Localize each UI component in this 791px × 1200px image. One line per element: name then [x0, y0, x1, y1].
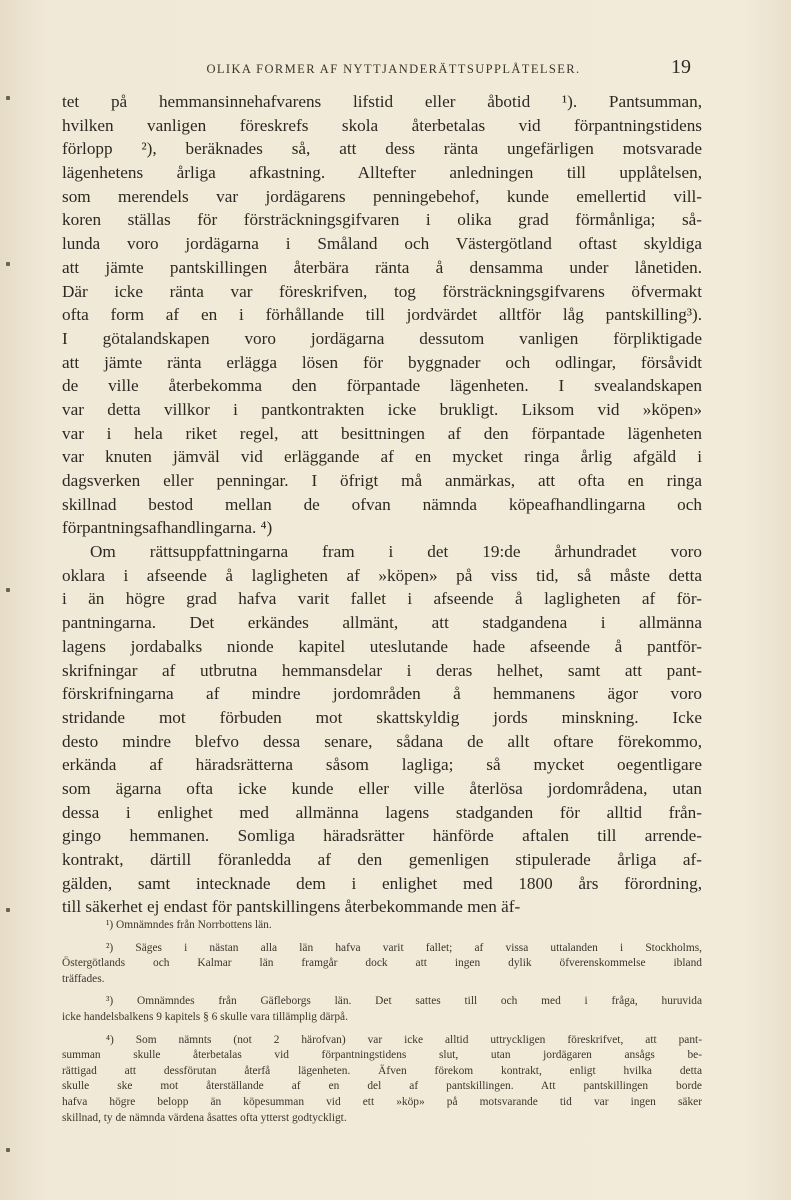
text-line: skrifningar af utbrutna hemmansdelar i deras helhet, samt att pant-	[62, 660, 702, 680]
text-line: erkända af häradsrätterna såsom lagliga; så mycket oegentligare	[62, 755, 702, 775]
footnote-line: Östergötlands och Kalmar län framgår dock att ingen dylik öfverenskommelse ibland	[62, 957, 702, 970]
text-line: var knuten jämväl vid erläggande af en mycket ringa årlig afgäld i	[62, 447, 702, 467]
footnote-line: ¹) Omnämndes från Norrbottens län.	[106, 919, 272, 931]
footnote-line: ³) Omnämndes från Gäfleborgs län. Det sattes till och med i fråga, huruvida	[106, 995, 702, 1008]
footnote-line: icke handelsbalkens 9 kapitels § 6 skulle vara tillämplig därpå.	[62, 1010, 348, 1023]
text-line: Där icke ränta var föreskrifven, tog försträckningsgifvarens öfvermakt	[62, 281, 702, 301]
page-number: 19	[671, 56, 691, 78]
text-line: till säkerhet ej endast för pantskillingens återbekommande men äf-	[62, 897, 521, 917]
text-line: lägenhetens årliga afkastning. Alltefter anledningen till upplåtelsen,	[62, 163, 702, 183]
text-line: kontrakt, därtill föranledda af den gemenligen stipulerade årliga af-	[62, 850, 702, 869]
text-line: desto mindre blefvo dessa senare, sådana de allt oftare förekommo,	[62, 731, 702, 751]
text-line: lagens jordabalks nionde kapitel uteslutande hade afseende å pantför-	[62, 636, 702, 656]
text-line: dagsverken eller penningar. I öfrigt må anmärkas, att ofta en ringa	[62, 471, 702, 490]
text-line: förpantningsafhandlingarna. ⁴)	[62, 518, 273, 538]
footnote	[62, 994, 702, 1025]
text-line: ofta form af en i förhållande till jordvärdet alltför låg pantskilling³).	[62, 305, 702, 325]
footnote-line: ⁴) Som nämnts (not 2 härofvan) var icke alltid uttryckligen föreskrifvet, att pant-	[106, 1033, 702, 1046]
page-header	[96, 56, 691, 84]
footnote-gap	[62, 934, 702, 941]
text-line: Om rättsuppfattningarna fram i det 19:de århundradet voro	[90, 542, 702, 562]
text-line: lunda voro jordägarna i Småland och Västergötland oftast skyldiga	[62, 234, 702, 254]
footnote-line: hafva högre belopp än köpesumman vid ett »köp» på motsvarande tid var ingen säker	[62, 1095, 702, 1108]
footnote-gap	[62, 987, 702, 994]
footnote-line: skillnad, ty de nämnda värdena åsattes ofta ytterst godtyckligt.	[62, 1111, 347, 1124]
text-line: att jämte ränta erlägga lösen för byggnader och odlingar, försåvidt	[62, 352, 702, 372]
text-line: var i hela riket regel, att besittningen af den förpantade lägenheten	[62, 423, 702, 443]
footnote-line: ²) Säges i nästan alla län hafva varit fallet; af vissa uttalanden i Stockholms,	[106, 941, 702, 954]
text-line: I götalandskapen voro jordägarna dessutom vanligen förpliktigade	[62, 328, 702, 348]
footnote-line: träffades.	[62, 972, 105, 985]
text-line: som ägarna ofta icke kunde eller ville återlösa jordområdena, utan	[62, 778, 702, 798]
footnote	[62, 941, 702, 988]
text-line: oklara i afseende å lagligheten af »köpen» på viss tid, så måste detta	[62, 565, 702, 585]
text-line: som merendels var jordägarens penningebehof, kunde emellertid vill-	[62, 186, 702, 206]
text-line: dessa i enlighet med allmänna lagens stadganden för alltid från-	[62, 802, 702, 822]
margin-mark	[6, 908, 10, 912]
footnote	[62, 1033, 702, 1127]
text-line: att jämte pantskillingen återbära ränta å densamma under lånetiden.	[62, 257, 702, 277]
text-line: tet på hemmansinnehafvarens lifstid eller åbotid ¹). Pantsumman,	[62, 92, 702, 111]
text-line: i än högre grad hafva varit fallet i afseende å lagligheten af för-	[62, 589, 702, 609]
text-line: förlopp ²), beräknades så, att dess ränta ungefärligen motsvarade	[62, 139, 702, 159]
footnote-line: summan skulle återbetalas vid förpantningstidens slut, utan jordägaren ansågs be-	[62, 1049, 702, 1062]
text-line: var detta villkor i pantkontrakten icke brukligt. Liksom vid »köpen»	[62, 399, 702, 419]
margin-mark	[6, 96, 10, 100]
text-line: hvilken vanligen föreskrefs skola återbetalas vid förpantningstidens	[62, 115, 702, 135]
footnote-gap	[62, 1026, 702, 1033]
text-line: skillnad bestod mellan de ofvan nämnda köpeafhandlingarna och	[62, 494, 702, 514]
footnote	[62, 918, 702, 934]
footnote-line: rättigad att dessförutan återfå lägenheten. Äfven förekom kontrakt, enligt hvilka detta	[62, 1064, 702, 1077]
running-title: OLIKA FORMER AF NYTTJANDERÄTTSUPPLÅTELSER.	[206, 62, 581, 76]
footnotes	[62, 918, 702, 1126]
text-line: gingo hemmanen. Somliga häradsrätter hänförde aftalen till arrende-	[62, 826, 702, 846]
text-line: gälden, samt intecknade dem i enlighet med 1800 års förordning,	[62, 873, 702, 893]
margin-mark	[6, 588, 10, 592]
margin-mark	[6, 1148, 10, 1152]
text-line: koren ställas för försträckningsgifvaren i olika grad förmånliga; så-	[62, 210, 702, 230]
footnote-line: skulle ske mot återställande af en del af pantskillingen. Att pantskillingen borde	[62, 1080, 702, 1093]
text-line: förskrifningarna af mindre jordområden å hemmanens ägor voro	[62, 684, 702, 704]
text-line: pantningarna. Det erkändes allmänt, att stadgandena i allmänna	[62, 613, 702, 633]
margin-mark	[6, 262, 10, 266]
text-line: de ville återbekomma den förpantade lägenheten. I svealandskapen	[62, 376, 702, 396]
text-line: stridande mot förbuden mot skattskyldig jords minskning. Icke	[62, 707, 702, 727]
body-text	[62, 90, 702, 919]
